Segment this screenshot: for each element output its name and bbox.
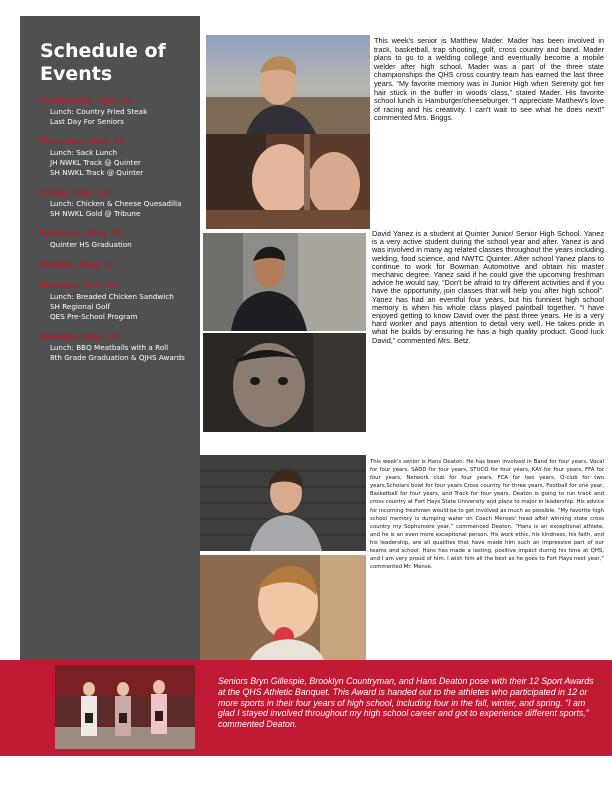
footer-caption: Seniors Bryn Gillespie, Brooklyn Countryman, and Hans Deaton pose with their 12 Sport Awards at the QHS Athletic Banquet. This Award is handed out to the athletes who participated in 12 or more sports in their four years of high school, including four in the fall, winter, and spring. “I am glad I stayed involved throughout my high school career and got to experience different sports,” commented Deaton. bbox=[218, 676, 594, 730]
schedule-day bbox=[39, 188, 200, 219]
schedule-day-heading: Saturday, May 16 bbox=[39, 229, 123, 239]
schedule-title bbox=[40, 40, 200, 86]
yanez-senior-photo bbox=[203, 233, 366, 331]
events-list bbox=[39, 96, 200, 363]
schedule-event-item: Lunch: Sack Lunch bbox=[50, 148, 118, 157]
schedule-sidebar bbox=[20, 16, 200, 661]
schedule-event-item: SH NWKL Track @ Quinter bbox=[50, 168, 144, 177]
schedule-day-heading: Monday, May 18 bbox=[39, 281, 118, 291]
schedule-title-line-1: Schedule of bbox=[40, 40, 166, 62]
schedule-day bbox=[39, 281, 200, 322]
schedule-day-heading: Sunday, May 17 bbox=[39, 260, 115, 270]
mader-baby-photo bbox=[206, 134, 370, 229]
schedule-day bbox=[39, 260, 200, 271]
schedule-event-item: Lunch: Breaded Chicken Sandwich bbox=[50, 292, 174, 301]
schedule-event-item: Quinter HS Graduation bbox=[50, 240, 132, 249]
schedule-event-item: SH Regional Golf bbox=[50, 302, 111, 311]
deaton-senior-photo bbox=[200, 455, 366, 551]
schedule-event-item: JH NWKL Track @ Quinter bbox=[50, 158, 141, 167]
schedule-event-item: SH NWKL Gold @ Tribune bbox=[50, 209, 141, 218]
yanez-baby-photo bbox=[203, 333, 366, 432]
schedule-day-heading: Tuesday, May 19 bbox=[39, 332, 118, 342]
schedule-day bbox=[39, 96, 200, 127]
deaton-baby-photo bbox=[200, 555, 366, 660]
schedule-day bbox=[39, 137, 200, 178]
top-band bbox=[0, 0, 612, 16]
schedule-event-item: Last Day For Seniors bbox=[50, 117, 124, 126]
schedule-day bbox=[39, 229, 200, 250]
schedule-day-heading: Wednesday, May 13 bbox=[39, 96, 133, 106]
schedule-day-heading: Thursday, May 14 bbox=[39, 137, 125, 147]
yanez-article: David Yanez is a student at Quinter Junior/ Senior High School. Yanez is a very active student during the school year and after. Yanez is and was involved in many ag related classes throughout the years including welding, food science, and NWTC Quinter. After school Yanez plans to continue to work for Bowman Automotive and obtain his master mechanic degree. Yanez said if he could give the upcoming freshman advice he would say, “Don't be afraid to try different activities and if you have the opportunity, join classes that will help you after high school”. Yanez has had an eventful four years, but his funniest high school memory is when his whole class played paintball together. “I have enjoyed getting to know David over the past three years. He is a very hard worker and pays attention to detail very well. He takes pride in what he builds by ensuring he has a high quality product. Good luck David,” commented Mrs. Betz. bbox=[372, 229, 604, 345]
deaton-article: This week's senior is Hans Deaton. He has been involved in Band for four years, Vocal for four years, SADD for four years, STUCO for four years, KAY for four years, FFA for four years, Network club for four years, FCA for two years, Q-club for two years,Scholars bowl for four years Cross country for three years, Football for one year, Basketball for four years, and Track for four years. Deaton is going to run track and cross country at Fort Hays State University and plans to major in leadership. His advice for incoming freshmen would be to get involved as much as possible. “My favorite high school memory is dumping water on Coach Menses' head after winning state cross country my Sophomore year,” commenced Deaton. “Hans is an exceptional athlete, and he is an even more exceptional person. His work ethic, his kindness, his faith, and his leadership, are all qualities that have made him such an impressive part of our teams and school. Hans has made a lasting, positive impact during his time at QHS, and I am very proud of him. I wish him all the best as he goes to Fort Hays next year,” commented Mr. Mense. bbox=[370, 459, 604, 571]
mader-article: This week's senior is Matthew Mader. Mader has been involved in track, basketball, trap shooting, golf, cross country and band. Mader plans to go to a welding college and eventually become a mobile welder after high school. Mader was a part of the three state championships the QHS cross country team has earned the last three years. “My favorite memory was in Junior High when Serenity got her hair stuck in the buffer in woods class,” stated Mader. His favorite school lunch is Hamburger/cheeseburger. “I appreciate Matthew's love of racing and his creativity. I can't wait to see what he does next!” commented Mrs. Briggs. bbox=[374, 36, 604, 123]
schedule-event-item: QES Pre-School Program bbox=[50, 312, 138, 321]
schedule-day-heading: Friday, May 15 bbox=[39, 188, 110, 198]
schedule-title-line-2: Events bbox=[40, 63, 113, 85]
mader-senior-photo bbox=[206, 35, 370, 134]
schedule-day bbox=[39, 332, 200, 363]
schedule-event-item: 8th Grade Graduation & QJHS Awards bbox=[50, 353, 185, 362]
sport-awards-photo bbox=[55, 665, 195, 749]
schedule-event-item: Lunch: BBQ Meatballs with a Roll bbox=[50, 343, 169, 352]
schedule-event-item: Lunch: Country Fried Steak bbox=[50, 107, 148, 116]
schedule-event-item: Lunch: Chicken & Cheese Quesadilla bbox=[50, 199, 182, 208]
